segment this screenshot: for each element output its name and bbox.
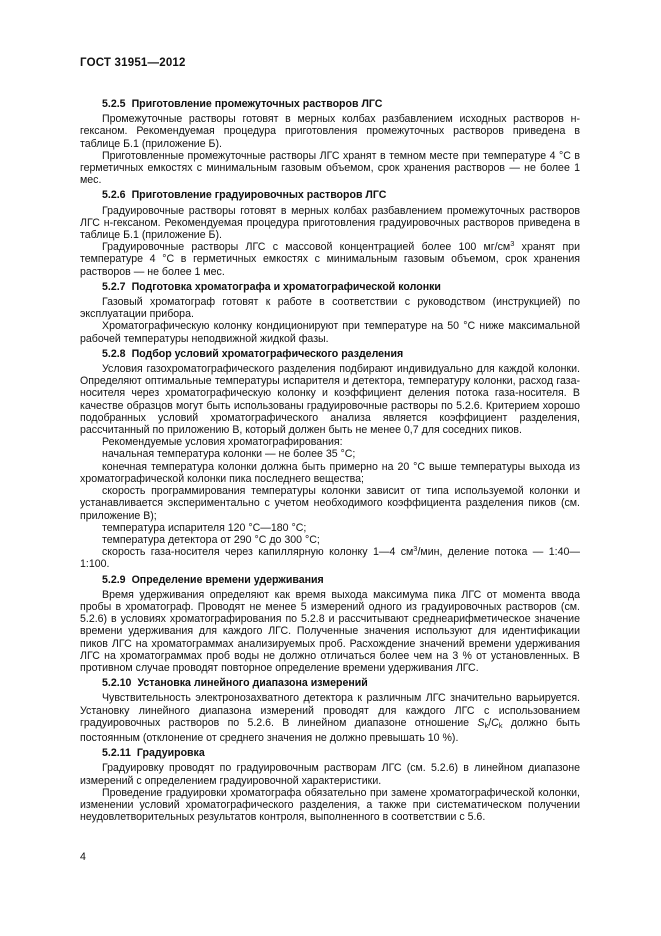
list-item: конечная температура колонки должна быть примерно на 20 °С выше температуры выхода из хроматографической колонки пика последнего вещества;	[80, 460, 580, 485]
section-title: Подбор условий хроматографического разделения	[131, 347, 404, 360]
page-number: 4	[80, 851, 86, 863]
list-item	[80, 546, 580, 570]
section-title: Установка линейного диапазона измерений	[137, 677, 368, 690]
paragraph	[80, 692, 580, 744]
paragraph: Градуировочные растворы готовят в мерных колбах разбавлением промежуточных растворов ЛГС н-гексаном. Рекомендуемая процедура приготовления градуировочных растворов приведена в таблице Б.1 (приложение Б).	[80, 204, 580, 242]
paragraph	[80, 241, 580, 278]
superscript: 3	[510, 239, 515, 249]
section-number: 5.2.5	[102, 98, 126, 110]
section-title: Приготовление промежуточных растворов ЛГС	[131, 98, 383, 110]
paragraph: Хроматографическую колонку кондиционируют при температуре на 50 °С ниже максимальной рабочей температуры неподвижной жидкой фазы.	[80, 320, 580, 345]
section-heading-5-2-5	[80, 98, 580, 110]
list-item-text: /мин, деление потока — 1:40—1:100.	[80, 546, 580, 571]
list-item: температура испарителя 120 °С—180 °С;	[102, 521, 307, 534]
paragraph: Газовый хроматограф готовят к работе в соответствии с руководством (инструкцией) по эксплуатации прибора.	[80, 296, 580, 321]
section-heading-5-2-8	[80, 348, 580, 360]
section-number: 5.2.10	[102, 677, 132, 690]
section-title: Градуировка	[136, 747, 205, 760]
document-body	[80, 95, 580, 823]
section-title: Подготовка хроматографа и хроматографической колонки	[131, 280, 441, 293]
section-heading-5-2-11	[80, 747, 580, 759]
paragraph-text: хранят при температуре 4 °С в герметичных емкостях с минимальным газовым объемом, срок хранения растворов — не более 1 мес.	[80, 241, 580, 278]
paragraph: Условия газохроматографического разделения подбирают индивидуально для каждой колонки. Определяют оптимальные температуры испарителя и детектора, температуру колонки, расход газа-носителя через хроматографическую колонку и коэффициент деления потока газа-носителя. В качестве образцов могут быть использованы градуировочные растворы по 5.2.6. Критерием хорошо подобранных условий хроматографического анализа является коэффициент разделения, рассчитанный по приложению В, который должен быть не менее 0,7 для соседних пиков.	[80, 363, 580, 437]
subscript: k	[484, 720, 489, 730]
list-item-text: скорость газа-носителя через капиллярную колонку 1—4 см	[102, 546, 414, 559]
section-title: Приготовление градуировочных растворов ЛГС	[131, 189, 387, 202]
section-heading-5-2-9	[80, 574, 580, 586]
symbol-c: C	[491, 716, 499, 729]
symbol-s: S	[477, 716, 485, 729]
paragraph-text: Чувствительность электронозахватного детектора к различным ЛГС значительно варьируется. Установку линейного диапазона измерений проводят для каждого ЛГС с использованием градуировочных растворов по 5.2.6. В линейном диапазоне отношение	[80, 692, 580, 729]
section-heading-5-2-6	[80, 189, 580, 201]
superscript: 3	[413, 544, 418, 554]
list-item: скорость программирования температуры колонки зависит от типа используемой колонки и устанавливается экспериментально с учетом необходимого коэффициента разделения пиков (см. приложение В);	[80, 485, 580, 522]
section-heading-5-2-7	[80, 281, 580, 293]
list-item: температура детектора от 290 °С до 300 °С;	[102, 533, 320, 546]
section-heading-5-2-10	[80, 677, 580, 689]
paragraph-text: Градуировочные растворы ЛГС с массовой концентрацией более 100 мг/см	[102, 241, 511, 254]
paragraph: Проведение градуировки хроматографа обязательно при замене хроматографической колонки, изменении условий хроматографического разделения, а также при систематическом получении неудовлетворительных результатов контроля, выполненного в соответствии с 5.6.	[80, 786, 580, 824]
document-header: ГОСТ 31951—2012	[80, 57, 186, 69]
paragraph: Градуировку проводят по градуировочным растворам ЛГС (см. 5.2.6) в линейном диапазоне измерений с определением градуировочной характеристики.	[80, 762, 580, 787]
subscript: k	[498, 720, 503, 730]
section-number: 5.2.6	[102, 189, 126, 202]
section-title: Определение времени удерживания	[131, 573, 324, 586]
list-item: начальная температура колонки — не более 35 °С;	[102, 448, 356, 461]
paragraph: Приготовленные промежуточные растворы ЛГС хранят в темном месте при температуре 4 °С в герметичных емкостях с минимальным газовым объемом, срок хранения растворов — не более 1 мес.	[80, 149, 580, 187]
list-item: Рекомендуемые условия хроматографирования:	[102, 436, 343, 449]
paragraph-text: должно быть постоянным (отклонение от среднего значения не должно превышать 10 %).	[80, 716, 580, 744]
section-number: 5.2.8	[102, 347, 126, 360]
paragraph: Промежуточные растворы готовят в мерных колбах разбавлением исходных растворов н-гексаном. Рекомендуемая процедура приготовления промежуточных растворов приведена в таблице Б.1 (приложение Б).	[80, 113, 580, 150]
section-number: 5.2.7	[102, 280, 126, 293]
slash: /	[488, 716, 492, 729]
section-number: 5.2.9	[102, 573, 126, 586]
section-number: 5.2.11	[102, 747, 131, 760]
paragraph: Время удерживания определяют как время выхода максимума пика ЛГС от момента ввода пробы в хроматограф. Проводят не менее 5 измерений одного из градуировочных растворов (см. 5.2.6) в условиях хроматографирования по 5.2.8 и рассчитывают среднеарифметическое значение времени удерживания для каждого ЛГС. Полученные значения используют для идентификации пиков ЛГС на хроматограммах анализируемых проб. Расхождение значений времени удерживания ЛГС на хроматограммах проб воды не должно отличаться более чем на 3 % от установленных. В противном случае проводят повторное определение времени удерживания ЛГС.	[80, 588, 580, 674]
